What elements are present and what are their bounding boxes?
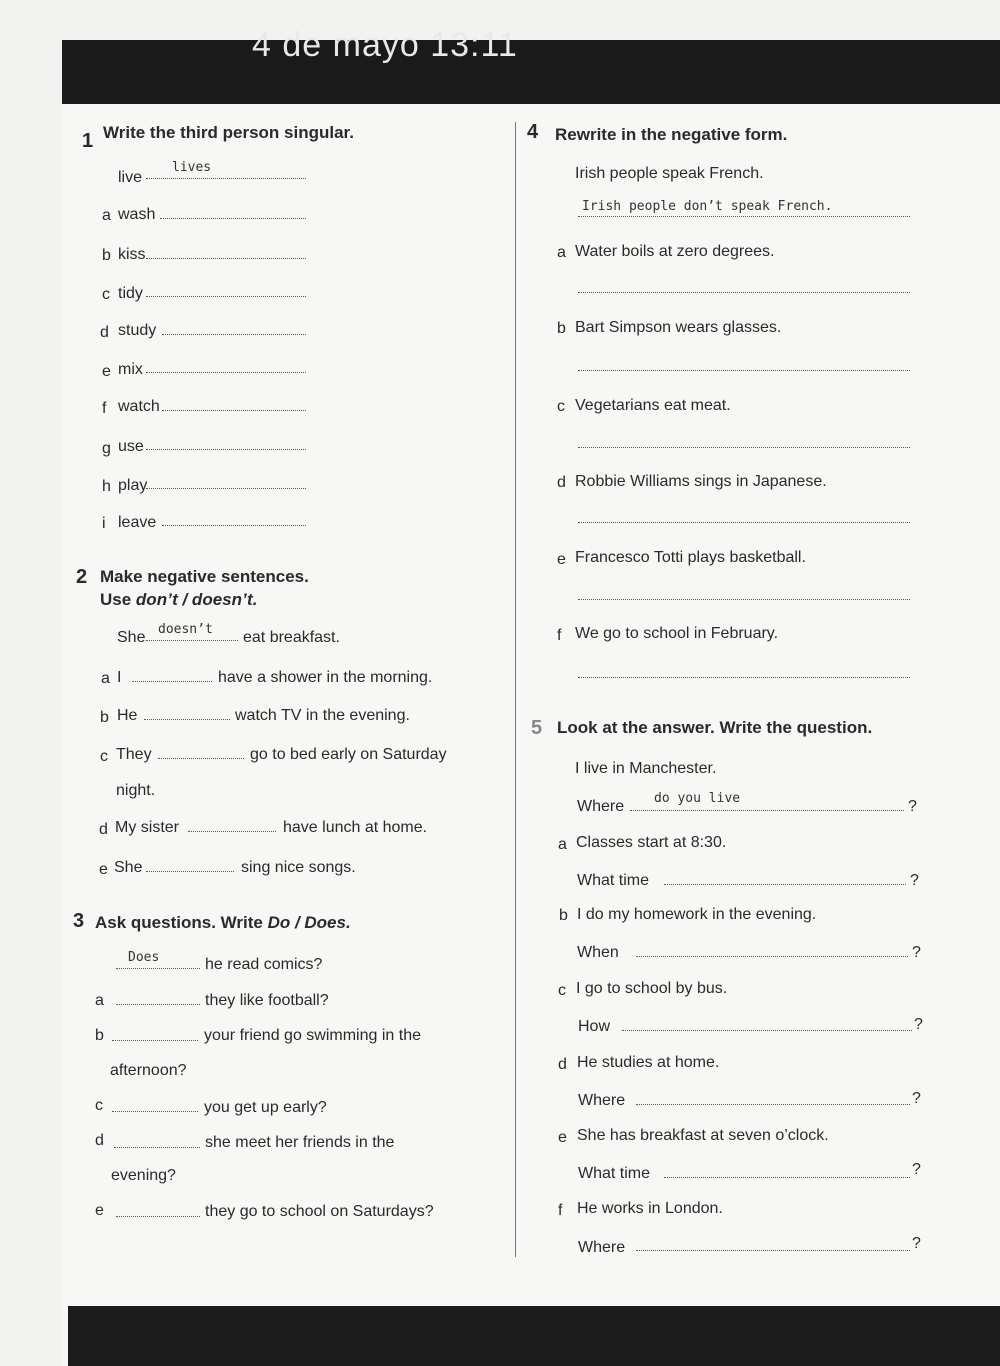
- answer-line[interactable]: [636, 1250, 910, 1251]
- item-sentence: We go to school in February.: [575, 625, 779, 642]
- ex2-title: Make negative sentences.: [100, 567, 309, 586]
- item-pre: I: [117, 669, 122, 686]
- answer-line: [116, 968, 200, 969]
- answer-line[interactable]: [162, 410, 306, 411]
- item-qword: How: [578, 1018, 611, 1035]
- item-letter: e: [99, 861, 108, 878]
- question-mark: ?: [908, 798, 917, 815]
- answer-line[interactable]: [114, 1147, 200, 1148]
- ex4-number: 4: [527, 121, 539, 143]
- item-letter: e: [102, 363, 111, 380]
- answer-line[interactable]: [578, 370, 910, 371]
- item-letter: g: [102, 440, 111, 457]
- item-letter: e: [558, 1129, 567, 1146]
- item-cont: afternoon?: [110, 1062, 187, 1079]
- item-letter: d: [557, 474, 566, 491]
- question-mark: ?: [912, 1161, 921, 1178]
- item-letter: c: [102, 286, 110, 303]
- item-post: they go to school on Saturdays?: [205, 1203, 434, 1220]
- ex5-example-qword: Where: [577, 798, 625, 815]
- ex2-example-answer: doesn’t: [158, 622, 213, 637]
- item-letter: d: [558, 1056, 567, 1073]
- ex3-example-answer: Does: [128, 950, 160, 965]
- item-post: they like football?: [205, 992, 329, 1009]
- answer-line[interactable]: [578, 522, 910, 523]
- item-sentence: Vegetarians eat meat.: [575, 397, 731, 414]
- answer-line[interactable]: [146, 372, 306, 373]
- answer-line: [630, 810, 904, 811]
- answer-line[interactable]: [146, 871, 234, 872]
- item-word: use: [118, 438, 144, 455]
- item-letter: c: [100, 748, 108, 765]
- item-letter: i: [102, 515, 106, 532]
- item-letter: e: [95, 1202, 104, 1219]
- ex2-subtitle-pre: Use: [100, 590, 136, 609]
- ex2-example-pre: She: [117, 629, 146, 646]
- item-letter: b: [100, 709, 109, 726]
- item-letter: c: [557, 398, 565, 415]
- item-letter: e: [557, 551, 566, 568]
- ex2-example-post: eat breakfast.: [243, 629, 340, 646]
- item-answer: He studies at home.: [577, 1054, 720, 1071]
- item-letter: f: [557, 627, 562, 644]
- timestamp: 4 de mayo 13:11: [252, 26, 518, 64]
- ex3-title-em: Do / Does.: [267, 913, 351, 932]
- item-word: study: [118, 322, 157, 339]
- item-answer: Classes start at 8:30.: [576, 834, 727, 851]
- answer-line[interactable]: [146, 449, 306, 450]
- question-mark: ?: [912, 944, 921, 961]
- answer-line[interactable]: [146, 258, 306, 259]
- item-word: kiss: [118, 246, 146, 263]
- ex2-subtitle: [100, 590, 257, 610]
- item-cont: night.: [116, 782, 156, 799]
- ex5-title: Look at the answer. Write the question.: [557, 718, 873, 737]
- answer-line[interactable]: [132, 681, 212, 682]
- item-cont: evening?: [111, 1167, 176, 1184]
- ex1-example-answer: lives: [172, 160, 212, 175]
- item-letter: a: [558, 836, 567, 853]
- item-word: play: [118, 477, 148, 494]
- ex4-example-answer: Irish people don’t speak French.: [582, 199, 833, 214]
- item-word: wash: [118, 206, 156, 223]
- item-post: have a shower in the morning.: [218, 669, 433, 686]
- answer-line[interactable]: [622, 1030, 912, 1031]
- answer-line[interactable]: [146, 296, 306, 297]
- item-sentence: Robbie Williams sings in Japanese.: [575, 473, 827, 490]
- item-letter: b: [102, 247, 111, 264]
- question-mark: ?: [914, 1016, 923, 1033]
- item-letter: a: [101, 670, 110, 687]
- answer-line[interactable]: [188, 831, 276, 832]
- item-letter: d: [99, 821, 108, 838]
- answer-line[interactable]: [578, 292, 910, 293]
- answer-line[interactable]: [578, 599, 910, 600]
- item-post: she meet her friends in the: [205, 1134, 395, 1151]
- item-answer: I go to school by bus.: [576, 980, 728, 997]
- question-mark: ?: [912, 1235, 921, 1252]
- answer-line[interactable]: [578, 677, 910, 678]
- item-post: your friend go swimming in the: [204, 1027, 421, 1044]
- item-post: you get up early?: [204, 1099, 327, 1116]
- item-post: have lunch at home.: [283, 819, 428, 836]
- answer-line[interactable]: [162, 334, 306, 335]
- ex2-number: 2: [76, 566, 88, 588]
- answer-line[interactable]: [112, 1111, 198, 1112]
- item-letter: h: [102, 478, 111, 495]
- ex3-title: [95, 913, 351, 933]
- item-letter: a: [102, 207, 111, 224]
- question-mark: ?: [910, 872, 919, 889]
- item-letter: a: [95, 992, 104, 1009]
- answer-line[interactable]: [146, 488, 306, 489]
- item-sentence: Bart Simpson wears glasses.: [575, 319, 782, 336]
- worksheet-page: [62, 40, 1000, 1366]
- item-letter: c: [558, 982, 566, 999]
- header-bar: [62, 26, 1000, 104]
- item-word: tidy: [118, 285, 143, 302]
- answer-line[interactable]: [664, 884, 906, 885]
- item-pre: She: [114, 859, 143, 876]
- item-qword: When: [577, 944, 619, 961]
- answer-line[interactable]: [636, 1104, 910, 1105]
- item-post: watch TV in the evening.: [235, 707, 410, 724]
- answer-line[interactable]: [112, 1040, 198, 1041]
- answer-line[interactable]: [116, 1004, 200, 1005]
- ex5-example-filled: do you live: [654, 791, 741, 806]
- item-post: go to bed early on Saturday: [250, 746, 447, 763]
- answer-line[interactable]: [160, 218, 306, 219]
- item-pre: They: [116, 746, 152, 763]
- answer-line: [146, 178, 306, 179]
- ex1-title: Write the third person singular.: [103, 123, 354, 142]
- item-pre: He: [117, 707, 138, 724]
- answer-line[interactable]: [144, 719, 230, 720]
- item-letter: d: [95, 1132, 104, 1149]
- item-letter: b: [559, 907, 568, 924]
- item-letter: b: [95, 1027, 104, 1044]
- answer-line[interactable]: [636, 956, 908, 957]
- item-letter: b: [557, 320, 566, 337]
- question-mark: ?: [912, 1090, 921, 1107]
- ex2-subtitle-em: don’t / doesn’t.: [135, 590, 258, 609]
- item-sentence: Water boils at zero degrees.: [575, 243, 775, 260]
- item-answer: He works in London.: [577, 1200, 723, 1217]
- answer-line[interactable]: [158, 758, 244, 759]
- item-letter: a: [557, 244, 566, 261]
- item-word: leave: [118, 514, 157, 531]
- item-sentence: Francesco Totti plays basketball.: [575, 549, 806, 566]
- ex1-example-word: live: [118, 169, 143, 186]
- ex3-example-post: he read comics?: [205, 956, 323, 973]
- item-word: mix: [118, 361, 143, 378]
- answer-line[interactable]: [664, 1177, 910, 1178]
- item-letter: f: [558, 1202, 563, 1219]
- answer-line: [578, 216, 910, 217]
- answer-line[interactable]: [162, 525, 306, 526]
- ex3-title-pre: Ask questions. Write: [95, 913, 268, 932]
- answer-line[interactable]: [116, 1216, 200, 1217]
- footer-bar: [68, 1306, 1000, 1366]
- ex1-number: 1: [82, 130, 94, 152]
- item-qword: What time: [577, 872, 650, 889]
- column-divider: [515, 122, 516, 1257]
- ex3-number: 3: [73, 910, 85, 932]
- item-word: watch: [118, 398, 160, 415]
- item-answer: I do my homework in the evening.: [577, 906, 817, 923]
- item-answer: She has breakfast at seven o’clock.: [577, 1127, 829, 1144]
- item-letter: c: [95, 1097, 103, 1114]
- item-post: sing nice songs.: [241, 859, 356, 876]
- ex4-title: Rewrite in the negative form.: [555, 125, 788, 144]
- item-qword: Where: [578, 1239, 626, 1256]
- item-letter: f: [102, 400, 107, 417]
- answer-line[interactable]: [578, 447, 910, 448]
- item-qword: What time: [578, 1165, 651, 1182]
- item-pre: My sister: [115, 819, 179, 836]
- ex5-example-answer: I live in Manchester.: [575, 760, 717, 777]
- answer-line: [146, 640, 238, 641]
- ex5-number: 5: [531, 717, 543, 739]
- item-qword: Where: [578, 1092, 626, 1109]
- item-letter: d: [100, 324, 109, 341]
- ex4-example-sentence: Irish people speak French.: [575, 165, 764, 182]
